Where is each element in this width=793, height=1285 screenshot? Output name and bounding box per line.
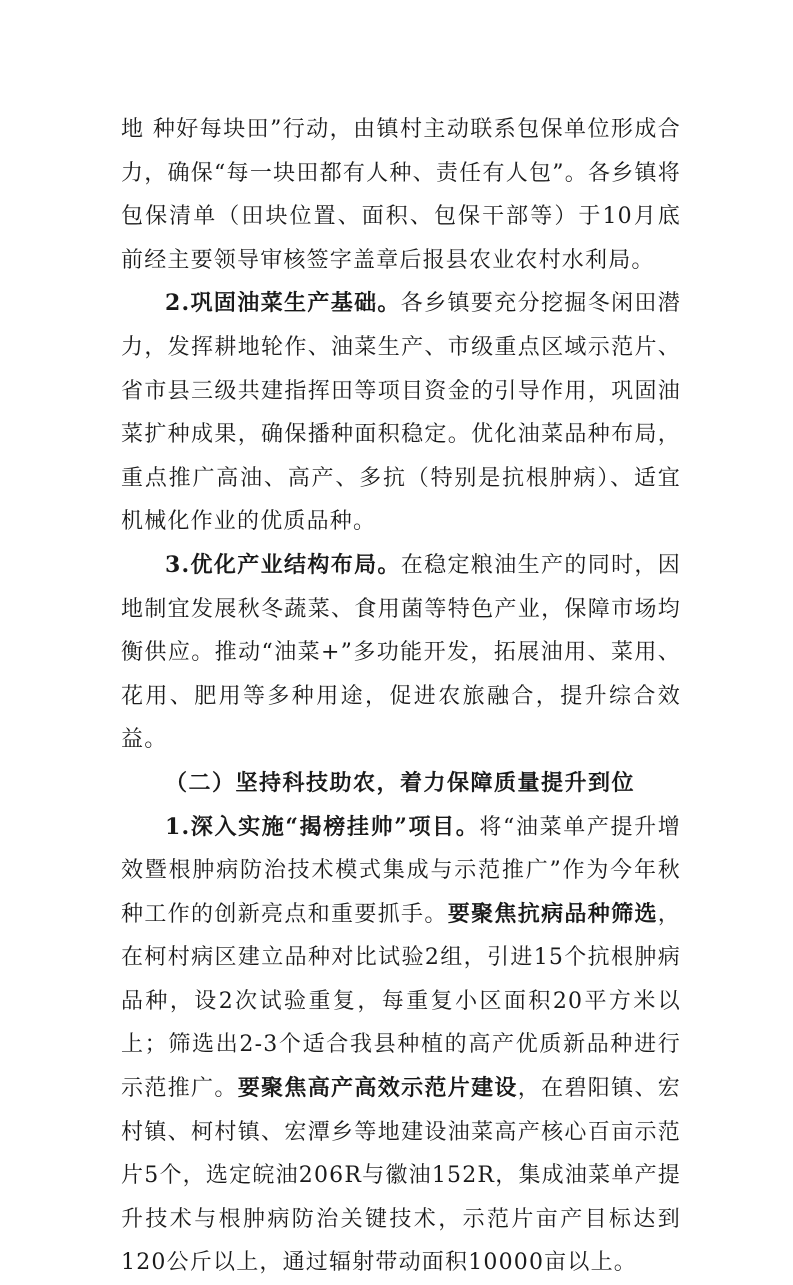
emphasis-text: 要聚焦抗病品种筛选 — [448, 901, 658, 927]
document-body — [121, 108, 681, 1285]
paragraph-text: 各乡镇要充分挖掘冬闲田潜力，发挥耕地轮作、油菜生产、市级重点区域示范片、省市县三级共建指挥田等项目资金的引导作用，巩固油菜扩种成果，确保播种面积稳定。优化油菜品种布局，重点推广高油、高产、多抗（特别是抗根肿病）、适宜机械化作业的优质品种。 — [121, 291, 681, 534]
paragraph-text: 将“油菜单产提升增效暨根肿病防治技术模式集成与示范推广”作为今年秋种工作的创新亮点和重要抓手。 — [121, 815, 681, 927]
item-heading: 1.深入实施“揭榜挂帅”项目。 — [165, 814, 479, 840]
paragraph-text: 地 种好每块田”行动，由镇村主动联系包保单位形成合力，确保“每一块田都有人种、责任有人包”。各乡镇将包保清单（田块位置、面积、包保干部等）于10月底前经主要领导审核签字盖章后报县农业农村水利局。 — [121, 117, 681, 273]
paragraph-item-1 — [121, 806, 681, 1285]
emphasis-text: 要聚焦高产高效示范片建设 — [238, 1075, 518, 1101]
paragraph-text: ，在碧阳镇、宏村镇、柯村镇、宏潭乡等地建设油菜高产核心百亩示范片5个，选定皖油206R与徽油152R，集成油菜单产提升技术与根肿病防治关键技术，示范片亩产目标达到120公斤以上，通过辐射带动面积10000亩以上。 — [121, 1076, 681, 1275]
item-heading: 2.巩固油菜生产基础。 — [165, 290, 401, 316]
section-heading: （二）坚持科技助农，着力保障质量提升到位 — [121, 762, 681, 806]
paragraph-text: 在稳定粮油生产的同时，因地制宜发展秋冬蔬菜、食用菌等特色产业，保障市场均衡供应。推动“油菜+”多功能开发，拓展油用、菜用、花用、肥用等多种用途，促进农旅融合，提升综合效益。 — [121, 553, 681, 752]
item-heading: 3.优化产业结构布局。 — [165, 552, 401, 578]
paragraph-text: ，在柯村病区建立品种对比试验2组，引进15个抗根肿病品种，设2次试验重复，每重复小区面积20平方米以上；筛选出2-3个适合我县种植的高产优质新品种进行示范推广。 — [121, 902, 681, 1101]
paragraph-continuation — [121, 108, 681, 282]
paragraph-item-3 — [121, 544, 681, 762]
paragraph-item-2 — [121, 282, 681, 544]
